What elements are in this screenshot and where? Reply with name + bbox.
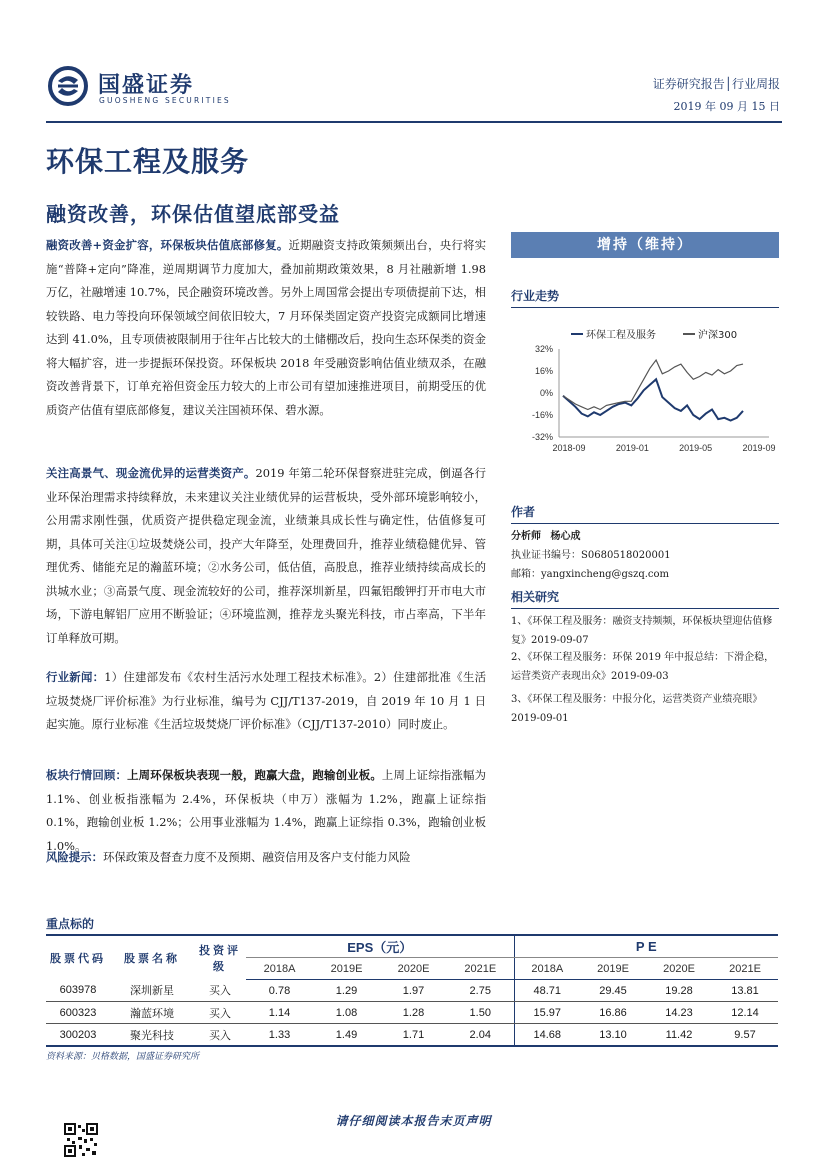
stock-code: 603978 bbox=[46, 980, 110, 1002]
related-item[interactable] bbox=[511, 648, 779, 686]
col-rating: 投资评级 bbox=[194, 935, 246, 980]
x-tick-label: 2019-01 bbox=[615, 443, 649, 453]
stock-name: 深圳新星 bbox=[110, 980, 194, 1002]
year-header: 2018A bbox=[246, 958, 313, 980]
pe-value: 14.23 bbox=[646, 1002, 712, 1024]
y-tick-label: -32% bbox=[531, 432, 553, 442]
paragraph-lead: 板块行情回顾： bbox=[46, 768, 128, 782]
table-row bbox=[46, 1002, 778, 1024]
cert-line bbox=[511, 546, 779, 565]
paragraph-body: 环保政策及督查力度不及预期、融资信用及客户支付能力风险 bbox=[102, 850, 411, 864]
pe-value: 19.28 bbox=[646, 980, 712, 1002]
pe-value: 15.97 bbox=[514, 1002, 580, 1024]
document-type: 证券研究报告│行业周报 bbox=[652, 77, 780, 91]
related-title: 3、《环保工程及服务：中报分化，运营类资产业绩亮眼》 bbox=[511, 694, 763, 705]
pe-value: 16.86 bbox=[580, 1002, 646, 1024]
stock-code: 600323 bbox=[46, 1002, 110, 1024]
related-item[interactable] bbox=[511, 690, 779, 728]
paragraph-lead: 风险提示： bbox=[46, 850, 103, 864]
pe-value: 13.81 bbox=[712, 980, 778, 1002]
year-header: 2019E bbox=[580, 958, 646, 980]
email-address[interactable]: yangxincheng@gszq.com bbox=[541, 569, 670, 580]
related-title: 1、《环保工程及服务：融资支持频频，环保板块望迎估值修复》 bbox=[511, 616, 773, 646]
logo-icon bbox=[48, 66, 88, 106]
eps-value: 2.04 bbox=[447, 1024, 514, 1047]
pe-value: 13.10 bbox=[580, 1024, 646, 1047]
report-date: 2019 年 09 月 15 日 bbox=[673, 100, 780, 113]
paragraph-financing bbox=[46, 234, 486, 422]
y-tick-label: -16% bbox=[531, 410, 553, 420]
col-pe: P E bbox=[514, 935, 778, 958]
header-divider bbox=[46, 121, 782, 123]
paragraph-highlight: 上周环保板块表现一般，跑赢大盘，跑输创业板。 bbox=[127, 768, 382, 782]
eps-value: 1.28 bbox=[380, 1002, 447, 1024]
pe-value: 29.45 bbox=[580, 980, 646, 1002]
paragraph-lead: 关注高景气、现金流优异的运营类资产。 bbox=[46, 466, 256, 480]
paragraph-body: 2019 年第二轮环保督察进驻完成，倒逼各行业环保治理需求持续释放，未来建议关注业绩优异的运营板块，受外部环境影响较小，公用需求刚性强，优质资产提供稳定现金流，业绩兼具成长性与确定性，估值修复可期，具体可关注①垃圾焚烧公司，投产大年降至，处理费回升，推荐业绩稳健优异、管理优秀、储能充足的瀚蓝环境；②水务公司，低估值，高股息，推荐业绩持续高成长的洪城水业；③高景气度、现金流较好的公司，推荐深圳新星，四氟铝酸钾打开市电大市场，下游电解铝厂应用不断验证；④环境监测，推荐龙头聚光科技，市占率高，下半年订单释放可期。 bbox=[46, 466, 486, 645]
stock-name: 聚光科技 bbox=[110, 1024, 194, 1047]
pe-value: 9.57 bbox=[712, 1024, 778, 1047]
year-header: 2020E bbox=[380, 958, 447, 980]
series-line bbox=[563, 360, 743, 410]
related-date: 2019-09-03 bbox=[611, 671, 669, 682]
related-heading: 相关研究 bbox=[511, 588, 779, 609]
eps-value: 1.33 bbox=[246, 1024, 313, 1047]
y-tick-label: 0% bbox=[539, 388, 553, 398]
y-tick-label: 16% bbox=[534, 366, 553, 376]
trend-chart bbox=[511, 325, 779, 460]
key-targets-table bbox=[46, 934, 778, 1047]
page-subtitle: 融资改善，环保估值望底部受益 bbox=[46, 202, 340, 226]
stock-rating: 买入 bbox=[194, 1002, 246, 1024]
paragraph-operations bbox=[46, 462, 486, 650]
eps-value: 1.14 bbox=[246, 1002, 313, 1024]
year-header: 2018A bbox=[514, 958, 580, 980]
year-header: 2020E bbox=[646, 958, 712, 980]
cert-label: 执业证书编号： bbox=[511, 550, 581, 561]
paragraph-body: 上周上证综指涨幅为 1.1%、创业板指涨幅为 2.4%，环保板块（申万）涨幅为 1.2%，跑赢上证综指 0.1%，跑输创业板 1.2%；公用事业涨幅为 1.4%，跑赢上证综指 0.3%，跑输创业板 1.0%。 bbox=[46, 768, 486, 853]
stock-rating: 买入 bbox=[194, 1024, 246, 1047]
pe-value: 12.14 bbox=[712, 1002, 778, 1024]
eps-value: 1.71 bbox=[380, 1024, 447, 1047]
footer-disclaimer: 请仔细阅读本报告末页声明 bbox=[335, 1114, 492, 1128]
related-item[interactable] bbox=[511, 612, 779, 650]
table-source: 资料来源：贝格数据，国盛证券研究所 bbox=[46, 1052, 200, 1062]
series-line bbox=[563, 379, 743, 420]
analyst-line bbox=[511, 527, 779, 546]
table-title: 重点标的 bbox=[46, 917, 95, 931]
stock-name: 瀚蓝环境 bbox=[110, 1002, 194, 1024]
paragraph-lead: 融资改善+资金扩容，环保板块估值底部修复。 bbox=[46, 238, 289, 252]
analyst-name: 杨心成 bbox=[550, 531, 581, 542]
page-title: 环保工程及服务 bbox=[46, 145, 250, 178]
paragraph-risk bbox=[46, 846, 486, 870]
col-eps: EPS（元） bbox=[246, 935, 514, 958]
eps-value: 1.08 bbox=[313, 1002, 380, 1024]
paragraph-body: 近期融资支持政策频频出台，央行将实施“普降+定向”降准，逆周期调节力度加大，叠加前期政策效果，8 月社融新增 1.98 万亿，社融增速 10.7%，民企融资环境改善。另外上周国常会提出专项债提前下达，相较铁路、电力等投向环保领域空间依旧较大，7 月环保类固定资产投资完成额同比增速达到 41.0%，且专项债被限制用于往年占比较大的土储棚改后，投向生态环保类的资金将大幅扩容，进一步提振环保投资。环保板块 2018 年受融资影响估值业绩双杀，在融资改善背景下，订单充裕但资金压力较大的上市公司有望加速推进项目，前期受压的优质资产估值有望底部修复，建议关注国祯环保、碧水源。 bbox=[46, 238, 486, 417]
x-tick-label: 2019-09 bbox=[742, 443, 776, 453]
eps-value: 1.50 bbox=[447, 1002, 514, 1024]
brand-name: 国盛证券 bbox=[98, 73, 195, 98]
stock-code: 300203 bbox=[46, 1024, 110, 1047]
email-label: 邮箱： bbox=[511, 569, 541, 580]
rating-banner: 增持（维持） bbox=[511, 232, 779, 258]
y-tick-label: 32% bbox=[534, 344, 553, 354]
x-tick-label: 2019-05 bbox=[679, 443, 713, 453]
pe-value: 11.42 bbox=[646, 1024, 712, 1047]
brand-name-en: GUOSHENG SECURITIES bbox=[99, 96, 231, 105]
eps-value: 1.97 bbox=[380, 980, 447, 1002]
eps-value: 2.75 bbox=[447, 980, 514, 1002]
trend-heading: 行业走势 bbox=[511, 287, 779, 308]
paragraph-lead: 行业新闻： bbox=[46, 670, 105, 684]
eps-value: 1.29 bbox=[313, 980, 380, 1002]
x-tick-label: 2018-09 bbox=[552, 443, 586, 453]
eps-value: 0.78 bbox=[246, 980, 313, 1002]
paragraph-news bbox=[46, 666, 486, 737]
pe-value: 48.71 bbox=[514, 980, 580, 1002]
author-heading: 作者 bbox=[511, 503, 779, 524]
table-row bbox=[46, 980, 778, 1002]
related-date: 2019-09-01 bbox=[511, 713, 569, 724]
related-title: 2、《环保工程及服务：环保 2019 年中报总结：下滑企稳，运营类资产表现出众》 bbox=[511, 652, 775, 682]
legend-label: 沪深300 bbox=[698, 330, 738, 341]
analyst-label: 分析师 bbox=[511, 531, 541, 542]
pe-value: 14.68 bbox=[514, 1024, 580, 1047]
email-line bbox=[511, 565, 779, 584]
paragraph-market-review bbox=[46, 764, 486, 858]
related-date: 2019-09-07 bbox=[531, 635, 589, 646]
col-name: 股票名称 bbox=[110, 935, 194, 980]
table-row bbox=[46, 1024, 778, 1047]
year-header: 2019E bbox=[313, 958, 380, 980]
col-code: 股票代码 bbox=[46, 935, 110, 980]
stock-rating: 买入 bbox=[194, 980, 246, 1002]
paragraph-body: 1）住建部发布《农村生活污水处理工程技术标准》。2）住建部批准《生活垃圾焚烧厂评价标准》为行业标准，编号为 CJJ/T137-2019，自 2019 年 10 月 1 日起实施。原行业标准《生活垃圾焚烧厂评价标准》（CJJ/T137-2010）同时废止。 bbox=[46, 670, 486, 731]
eps-value: 1.49 bbox=[313, 1024, 380, 1047]
year-header: 2021E bbox=[447, 958, 514, 980]
legend-label: 环保工程及服务 bbox=[586, 330, 656, 341]
year-header: 2021E bbox=[712, 958, 778, 980]
cert-number: S0680518020001 bbox=[581, 550, 671, 561]
